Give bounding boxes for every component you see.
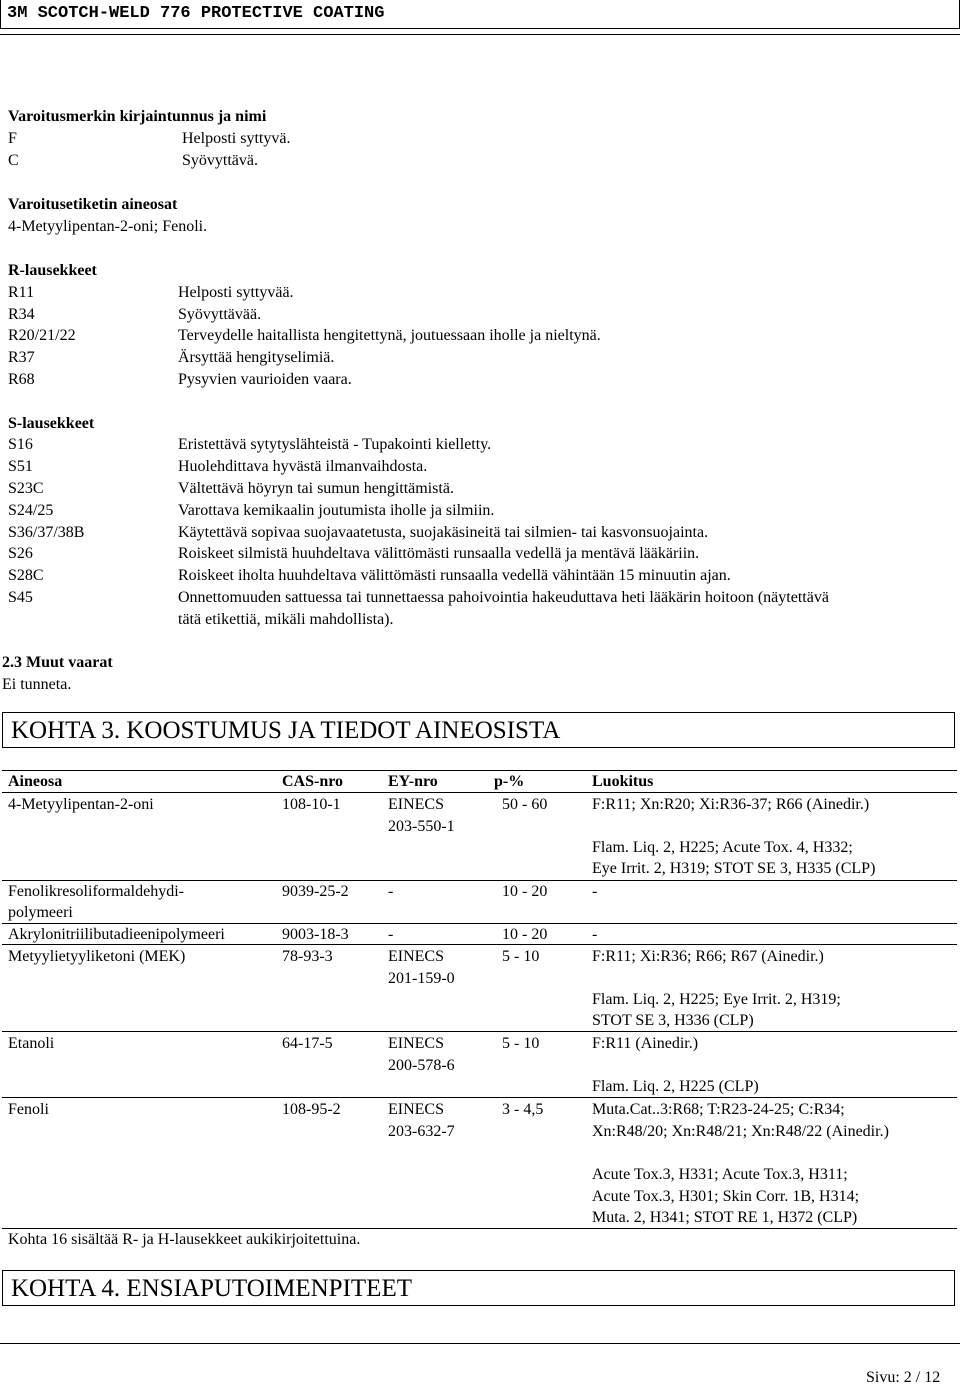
s-phrase-code: S24/25: [8, 502, 54, 519]
document-header: [0, 0, 960, 29]
label-ingredients-heading: Varoitusetiketin aineosat: [8, 196, 178, 213]
r-phrase-text: Terveydelle haitallista hengitettynä, joutuessaan iholle ja nieltynä.: [178, 327, 601, 344]
r-phrase-text: Pysyvien vaurioiden vaara.: [178, 371, 352, 388]
table-cell-percent: 5 - 10: [502, 948, 540, 965]
column-header-percent: p-%: [494, 773, 525, 790]
table-cell-name: Akrylonitriilibutadieenipolymeeri: [8, 926, 225, 943]
column-header-cas: CAS-nro: [282, 773, 344, 790]
s-phrase-code: S16: [8, 436, 33, 453]
s-phrase-text: Varottava kemikaalin joutumista iholle ja silmiin.: [178, 502, 495, 519]
table-cell-cas: 9003-18-3: [282, 926, 349, 943]
table-cell-ec: EINECS: [388, 1035, 444, 1052]
table-cell-classification: F:R11; Xn:R20; Xi:R36-37; R66 (Ainedir.): [592, 796, 870, 813]
r-phrase-code: R37: [8, 349, 35, 366]
table-cell-classification: Eye Irrit. 2, H319; STOT SE 3, H335 (CLP): [592, 860, 876, 877]
table-cell-classification: Muta. 2, H341; STOT RE 1, H372 (CLP): [592, 1209, 858, 1226]
table-cell-ec: EINECS: [388, 796, 444, 813]
s-phrase-text: Eristettävä sytytyslähteistä - Tupakointi kielletty.: [178, 436, 492, 453]
s-phrase-text: Onnettomuuden sattuessa tai tunnettaessa pahoivointia hakeuduttava heti lääkärin hoitoon (näytettävä: [178, 589, 829, 606]
table-cell-classification: Flam. Liq. 2, H225 (CLP): [592, 1078, 759, 1095]
table-rule: [2, 770, 957, 771]
table-cell-name: Metyylietyyliketoni (MEK): [8, 948, 186, 965]
table-cell-percent: 10 - 20: [502, 883, 548, 900]
table-cell-ec-number: 200-578-6: [388, 1057, 455, 1074]
table-cell-classification: Xn:R48/20; Xn:R48/21; Xn:R48/22 (Ainedir.): [592, 1123, 889, 1140]
table-cell-cas: 64-17-5: [282, 1035, 333, 1052]
table-cell-ec: -: [388, 883, 394, 900]
table-rule: [2, 792, 957, 793]
table-cell-ec-number: 203-632-7: [388, 1123, 455, 1140]
r-phrase-code: R20/21/22: [8, 327, 76, 344]
section-3-heading: KOHTA 3. KOOSTUMUS JA TIEDOT AINEOSISTA: [2, 712, 955, 748]
other-hazards-text: Ei tunneta.: [2, 676, 72, 693]
table-cell-classification: STOT SE 3, H336 (CLP): [592, 1012, 754, 1029]
s-phrase-code: S51: [8, 458, 33, 475]
table-cell-classification: -: [592, 926, 598, 943]
table-cell-cas: 108-95-2: [282, 1101, 341, 1118]
r-phrase-code: R68: [8, 371, 35, 388]
table-cell-cas: 9039-25-2: [282, 883, 349, 900]
table-rule: [2, 1031, 957, 1032]
table-rule: [2, 1228, 957, 1229]
column-header-ey: EY-nro: [388, 773, 438, 790]
column-header-aineosa: Aineosa: [8, 773, 63, 790]
r-phrase-code: R34: [8, 306, 35, 323]
symbols-heading: Varoitusmerkin kirjaintunnus ja nimi: [8, 108, 267, 125]
symbol-code: F: [8, 130, 17, 147]
table-cell-ec-number: 201-159-0: [388, 970, 455, 987]
table-cell-cas: 108-10-1: [282, 796, 341, 813]
r-phrase-text: Ärsyttää hengityselimiä.: [178, 349, 335, 366]
symbol-code: C: [8, 152, 19, 169]
s-phrase-text-continued: tätä etikettiä, mikäli mahdollista).: [178, 611, 394, 628]
s-phrase-text: Roiskeet silmistä huuhdeltava välittömästi runsaalla vedellä ja mentävä lääkäriin.: [178, 545, 700, 562]
table-cell-name: 4-Metyylipentan-2-oni: [8, 796, 154, 813]
symbol-text: Syövyttävä.: [182, 152, 258, 169]
label-ingredients-text: 4-Metyylipentan-2-oni; Fenoli.: [8, 218, 208, 235]
table-cell-percent: 3 - 4,5: [502, 1101, 544, 1118]
table-cell-classification: Acute Tox.3, H331; Acute Tox.3, H311;: [592, 1166, 848, 1183]
page-number: Sivu: 2 / 12: [866, 1369, 941, 1386]
table-cell-ec-number: 203-550-1: [388, 818, 455, 835]
s-phrase-text: Vältettävä höyryn tai sumun hengittämistä.: [178, 480, 454, 497]
r-phrase-text: Syövyttävää.: [178, 306, 262, 323]
table-cell-classification: Flam. Liq. 2, H225; Acute Tox. 4, H332;: [592, 839, 853, 856]
table-cell-classification: F:R11 (Ainedir.): [592, 1035, 699, 1052]
table-cell-classification: Flam. Liq. 2, H225; Eye Irrit. 2, H319;: [592, 991, 841, 1008]
s-phrases-heading: S-lausekkeet: [8, 415, 95, 432]
column-header-luokitus: Luokitus: [592, 773, 654, 790]
table-note: Kohta 16 sisältää R- ja H-lausekkeet aukikirjoitettuina.: [8, 1231, 361, 1248]
table-cell-percent: 5 - 10: [502, 1035, 540, 1052]
table-cell-classification: Muta.Cat..3:R68; T:R23-24-25; C:R34;: [592, 1101, 845, 1118]
s-phrase-code: S23C: [8, 480, 44, 497]
table-cell-classification: F:R11; Xi:R36; R66; R67 (Ainedir.): [592, 948, 824, 965]
table-cell-ec: -: [388, 926, 394, 943]
r-phrase-text: Helposti syttyvää.: [178, 284, 294, 301]
document-title: 3M SCOTCH-WELD 776 PROTECTIVE COATING: [7, 4, 385, 23]
table-rule: [2, 1097, 957, 1098]
s-phrase-text: Roiskeet iholta huuhdeltava välittömästi runsaalla vedellä vähintään 15 minuutin ajan.: [178, 567, 731, 584]
symbol-text: Helposti syttyvä.: [182, 130, 291, 147]
r-phrase-code: R11: [8, 284, 35, 301]
s-phrase-code: S26: [8, 545, 33, 562]
footer-divider: [0, 1343, 960, 1344]
table-cell-name: Etanoli: [8, 1035, 55, 1052]
table-cell-name: Fenolikresoliformaldehydi-: [8, 883, 184, 900]
other-hazards-heading: 2.3 Muut vaarat: [2, 654, 113, 671]
table-cell-percent: 10 - 20: [502, 926, 548, 943]
table-cell-ec: EINECS: [388, 1101, 444, 1118]
table-cell-classification: -: [592, 883, 598, 900]
section-4-heading: KOHTA 4. ENSIAPUTOIMENPITEET: [2, 1270, 955, 1306]
table-cell-ec: EINECS: [388, 948, 444, 965]
table-cell-percent: 50 - 60: [502, 796, 548, 813]
s-phrase-text: Huolehdittava hyvästä ilmanvaihdosta.: [178, 458, 428, 475]
table-cell-cas: 78-93-3: [282, 948, 333, 965]
s-phrase-code: S28C: [8, 567, 44, 584]
s-phrase-code: S45: [8, 589, 33, 606]
s-phrase-code: S36/37/38B: [8, 524, 85, 541]
table-cell-name-continued: polymeeri: [8, 904, 73, 921]
s-phrase-text: Käytettävä sopivaa suojavaatetusta, suojakäsineitä tai silmien- tai kasvonsuojainta.: [178, 524, 709, 541]
table-cell-classification: Acute Tox.3, H301; Skin Corr. 1B, H314;: [592, 1188, 860, 1205]
table-cell-name: Fenoli: [8, 1101, 49, 1118]
r-phrases-heading: R-lausekkeet: [8, 262, 97, 279]
header-divider: [0, 34, 960, 35]
